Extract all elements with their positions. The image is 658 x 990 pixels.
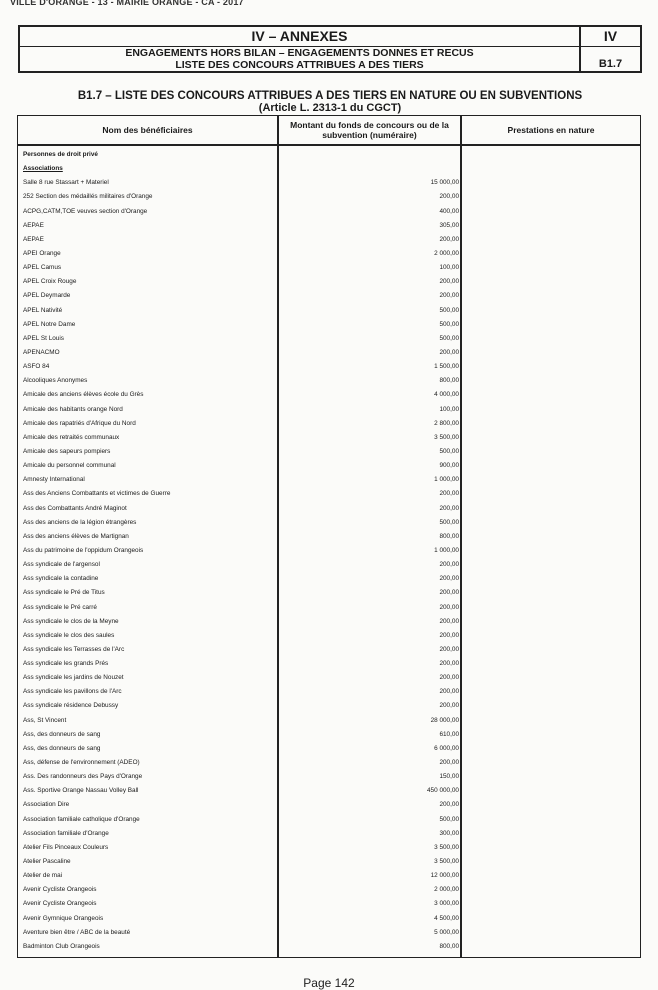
beneficiary-name: Badminton Club Orangeois [23,942,100,950]
group-label-row [18,148,642,162]
table-row [18,459,642,473]
table-row [18,360,642,374]
table-row [18,417,642,431]
annex-header-box [18,25,642,73]
annex-ref: B1.7 [598,58,623,70]
beneficiary-name: Amicale des sapeurs pompiers [23,447,111,455]
table-row [18,304,642,318]
beneficiary-name: Ass syndicale le clos de la Meyne [23,617,119,625]
subsidy-amount: 200,00 [439,801,459,809]
subsidy-amount: 200,00 [439,504,459,512]
subsidy-amount: 200,00 [439,674,459,682]
beneficiary-name: APEL Nativité [23,306,63,314]
subsidy-amount: 4 500,00 [434,914,459,922]
column-header-montant: Montant du fonds de concours ou de la subvention (numéraire) [290,120,449,140]
beneficiary-name: Ass des anciens élèves de Martignan [23,532,129,540]
beneficiary-name: APENACMO [23,348,60,356]
table-row [18,530,642,544]
group-label: Personnes de droit privé [23,151,98,158]
table-row [18,431,642,445]
table-row [18,275,642,289]
subsidy-amount: 5 000,00 [434,928,459,936]
beneficiary-name: Amnesty International [23,476,85,484]
table-row [18,176,642,190]
table-row [18,926,642,940]
beneficiary-name: Ass, des donneurs de sang [23,730,101,738]
section-article: (Article L. 2313-1 du CGCT) [258,101,402,114]
table-row [18,388,642,402]
beneficiary-name: Ass syndicale le Pré carré [23,603,97,611]
table-body [18,148,642,954]
beneficiary-name: APEL Deymarde [23,292,71,300]
beneficiary-name: Ass syndicale résidence Debussy [23,702,119,710]
table-row [18,714,642,728]
beneficiary-name: Ass. Des randonneurs des Pays d'Orange [23,773,143,781]
beneficiary-name: 252 Section des médaillés militaires d'Orange [23,193,153,201]
table-row [18,629,642,643]
subsidy-amount: 300,00 [439,829,459,837]
annex-header-main [20,27,581,71]
beneficiary-name: Amicale des rapatriés d'Afrique du Nord [23,419,136,427]
table-row [18,601,642,615]
subsidy-amount: 3 000,00 [434,900,459,908]
beneficiary-name: Aventure bien être / ABC de la beauté [23,928,131,936]
beneficiary-name: Ass des Anciens Combattants et victimes de Guerre [23,490,171,498]
beneficiary-name: Ass syndicale les pavillons de l'Arc [23,688,122,696]
subsidy-amount: 200,00 [439,278,459,286]
subsidy-amount: 200,00 [439,589,459,597]
beneficiary-name: Ass syndicale les Terrasses de l'Arc [23,645,125,653]
subsidy-amount: 500,00 [439,306,459,314]
subsidy-amount: 500,00 [439,334,459,342]
table-row [18,643,642,657]
table-row [18,502,642,516]
subsidy-amount: 200,00 [439,292,459,300]
subsidy-amount: 4 000,00 [434,391,459,399]
subsidy-amount: 500,00 [439,447,459,455]
beneficiary-name: Atelier Fils Pinceaux Couleurs [23,843,109,851]
table-row [18,827,642,841]
table-row [18,855,642,869]
subsidy-amount: 15 000,00 [430,179,459,187]
column-header-prestations: Prestations en nature [507,125,595,135]
table-row [18,219,642,233]
subsidy-amount: 200,00 [439,645,459,653]
beneficiary-name: Ass, défense de l'environnement (ADEO) [23,759,140,767]
table-row [18,940,642,954]
beneficiary-name: Amicale du personnel communal [23,462,116,470]
table-row [18,883,642,897]
subsidy-amount: 400,00 [439,207,459,215]
subsidy-amount: 12 000,00 [430,872,459,880]
beneficiary-name: Ass des Combattants André Maginot [23,504,127,512]
beneficiary-name: Ass des anciens de la légion étrangères [23,518,137,526]
beneficiary-name: Atelier Pascaline [23,858,71,866]
table-row [18,699,642,713]
beneficiary-name: Ass syndicale la contadine [23,575,99,583]
subsidy-amount: 6 000,00 [434,744,459,752]
table-row [18,289,642,303]
subsidy-amount: 100,00 [439,264,459,272]
annex-header-side [581,27,640,71]
beneficiary-name: Ass du patrimoine de l'oppidum Orangeois [23,546,144,554]
subsidy-amount: 200,00 [439,193,459,201]
beneficiary-name: APEL Notre Dame [23,320,76,328]
subsidy-amount: 200,00 [439,490,459,498]
table-row [18,657,642,671]
subsidy-amount: 200,00 [439,603,459,611]
table-row [18,374,642,388]
table-row [18,247,642,261]
table-row [18,572,642,586]
subsidy-amount: 2 000,00 [434,249,459,257]
subsidy-amount: 200,00 [439,759,459,767]
subsidy-amount: 200,00 [439,660,459,668]
beneficiary-name: APEL Croix Rouge [23,278,77,286]
annex-title: IV – ANNEXES [20,27,579,47]
beneficiary-name: Alcooliques Anonymes [23,377,88,385]
section-title [18,91,642,114]
beneficiary-name: AEPAE [23,221,44,229]
beneficiary-name: Ass, St Vincent [23,716,67,724]
subsidy-amount: 800,00 [439,532,459,540]
table-row [18,487,642,501]
annex-subtitle-line2: LISTE DES CONCOURS ATTRIBUES A DES TIERS [175,58,424,71]
subsidy-amount: 3 500,00 [434,858,459,866]
table-row [18,841,642,855]
table-row [18,813,642,827]
section-title-text: B1.7 – LISTE DES CONCOURS ATTRIBUES A DES TIERS EN NATURE OU EN SUBVENTIONS [77,90,583,102]
table-row [18,869,642,883]
subsidy-amount: 200,00 [439,575,459,583]
beneficiary-name: Ass. Sportive Orange Nassau Volley Ball [23,787,139,795]
table-row [18,190,642,204]
table-row [18,318,642,332]
subsidy-amount: 305,00 [439,221,459,229]
subgroup-label: Associations [23,165,63,173]
subsidy-amount: 1 000,00 [434,476,459,484]
beneficiary-name: APEI Orange [23,249,61,257]
table-row [18,586,642,600]
subsidy-amount: 100,00 [439,405,459,413]
beneficiary-name: Ass syndicale les grands Prés [23,660,109,668]
beneficiary-name: Amicale des anciens élèves école du Grès [23,391,144,399]
subsidy-amount: 800,00 [439,942,459,950]
subsidy-amount: 450 000,00 [427,787,459,795]
subsidy-amount: 200,00 [439,617,459,625]
beneficiary-name: Amicale des habitants orange Nord [23,405,123,413]
table-row [18,728,642,742]
table-row [18,671,642,685]
subsidy-amount: 3 500,00 [434,843,459,851]
table-row [18,544,642,558]
beneficiary-name: AEPAE [23,235,44,243]
beneficiary-name: Avenir Gymnique Orangeois [23,914,104,922]
running-head: VILLE D'ORANGE - 13 - MAIRIE ORANGE - CA - 2017 [10,0,244,7]
subsidy-amount: 3 500,00 [434,433,459,441]
subsidy-amount: 800,00 [439,377,459,385]
beneficiary-name: APEL St Louis [23,334,64,342]
subsidy-amount: 200,00 [439,631,459,639]
subsidy-amount: 200,00 [439,348,459,356]
page-number: Page 142 [303,976,355,990]
table-row [18,685,642,699]
annex-subtitle-line1: ENGAGEMENTS HORS BILAN – ENGAGEMENTS DONNES ET RECUS [125,47,474,59]
table-row [18,473,642,487]
subsidy-amount: 150,00 [439,773,459,781]
subsidy-amount: 2 800,00 [434,419,459,427]
subsidy-amount: 200,00 [439,561,459,569]
subsidy-amount: 500,00 [439,320,459,328]
subsidy-amount: 900,00 [439,462,459,470]
concours-table [17,115,641,958]
subsidy-amount: 2 000,00 [434,886,459,894]
subsidy-amount: 200,00 [439,702,459,710]
table-row [18,615,642,629]
beneficiary-name: Ass, des donneurs de sang [23,744,101,752]
table-row [18,558,642,572]
table-row [18,756,642,770]
table-row [18,445,642,459]
subsidy-amount: 1 000,00 [434,546,459,554]
table-row [18,233,642,247]
beneficiary-name: Association Dire [23,801,70,809]
table-row [18,784,642,798]
table-row [18,798,642,812]
table-row [18,516,642,530]
annex-subtitle [20,47,579,71]
beneficiary-name: Association familiale catholique d'Orange [23,815,140,823]
beneficiary-name: ACPG,CATM,TOE veuves section d'Orange [23,207,148,215]
subsidy-amount: 500,00 [439,518,459,526]
subsidy-amount: 28 000,00 [430,716,459,724]
column-header-beneficiaires: Nom des bénéficiaires [102,125,193,135]
beneficiary-name: Avenir Cycliste Orangeois [23,886,97,894]
subsidy-amount: 200,00 [439,688,459,696]
table-row [18,332,642,346]
table-row [18,205,642,219]
beneficiary-name: Salle 8 rue Stassart + Materiel [23,179,109,187]
subsidy-amount: 610,00 [439,730,459,738]
beneficiary-name: ASFO 84 [23,363,50,371]
table-row [18,261,642,275]
beneficiary-name: Ass syndicale de l'argensol [23,561,100,569]
table-row [18,770,642,784]
table-row [18,403,642,417]
annex-code: IV [581,27,640,47]
header-rule [18,144,640,146]
beneficiary-name: Association familiale d'Orange [23,829,109,837]
beneficiary-name: Avenir Cycliste Orangeois [23,900,97,908]
beneficiary-name: Ass syndicale le clos des saules [23,631,115,639]
beneficiary-name: Atelier de mai [23,872,63,880]
table-row [18,912,642,926]
table-row [18,346,642,360]
table-row [18,897,642,911]
subgroup-label-row [18,162,642,176]
beneficiary-name: Amicale des retraités communaux [23,433,120,441]
subsidy-amount: 500,00 [439,815,459,823]
table-row [18,742,642,756]
subsidy-amount: 200,00 [439,235,459,243]
beneficiary-name: Ass syndicale les jardins de Nouzet [23,674,124,682]
subsidy-amount: 1 500,00 [434,363,459,371]
beneficiary-name: APEL Camus [23,264,62,272]
beneficiary-name: Ass syndicale le Pré de Titus [23,589,105,597]
